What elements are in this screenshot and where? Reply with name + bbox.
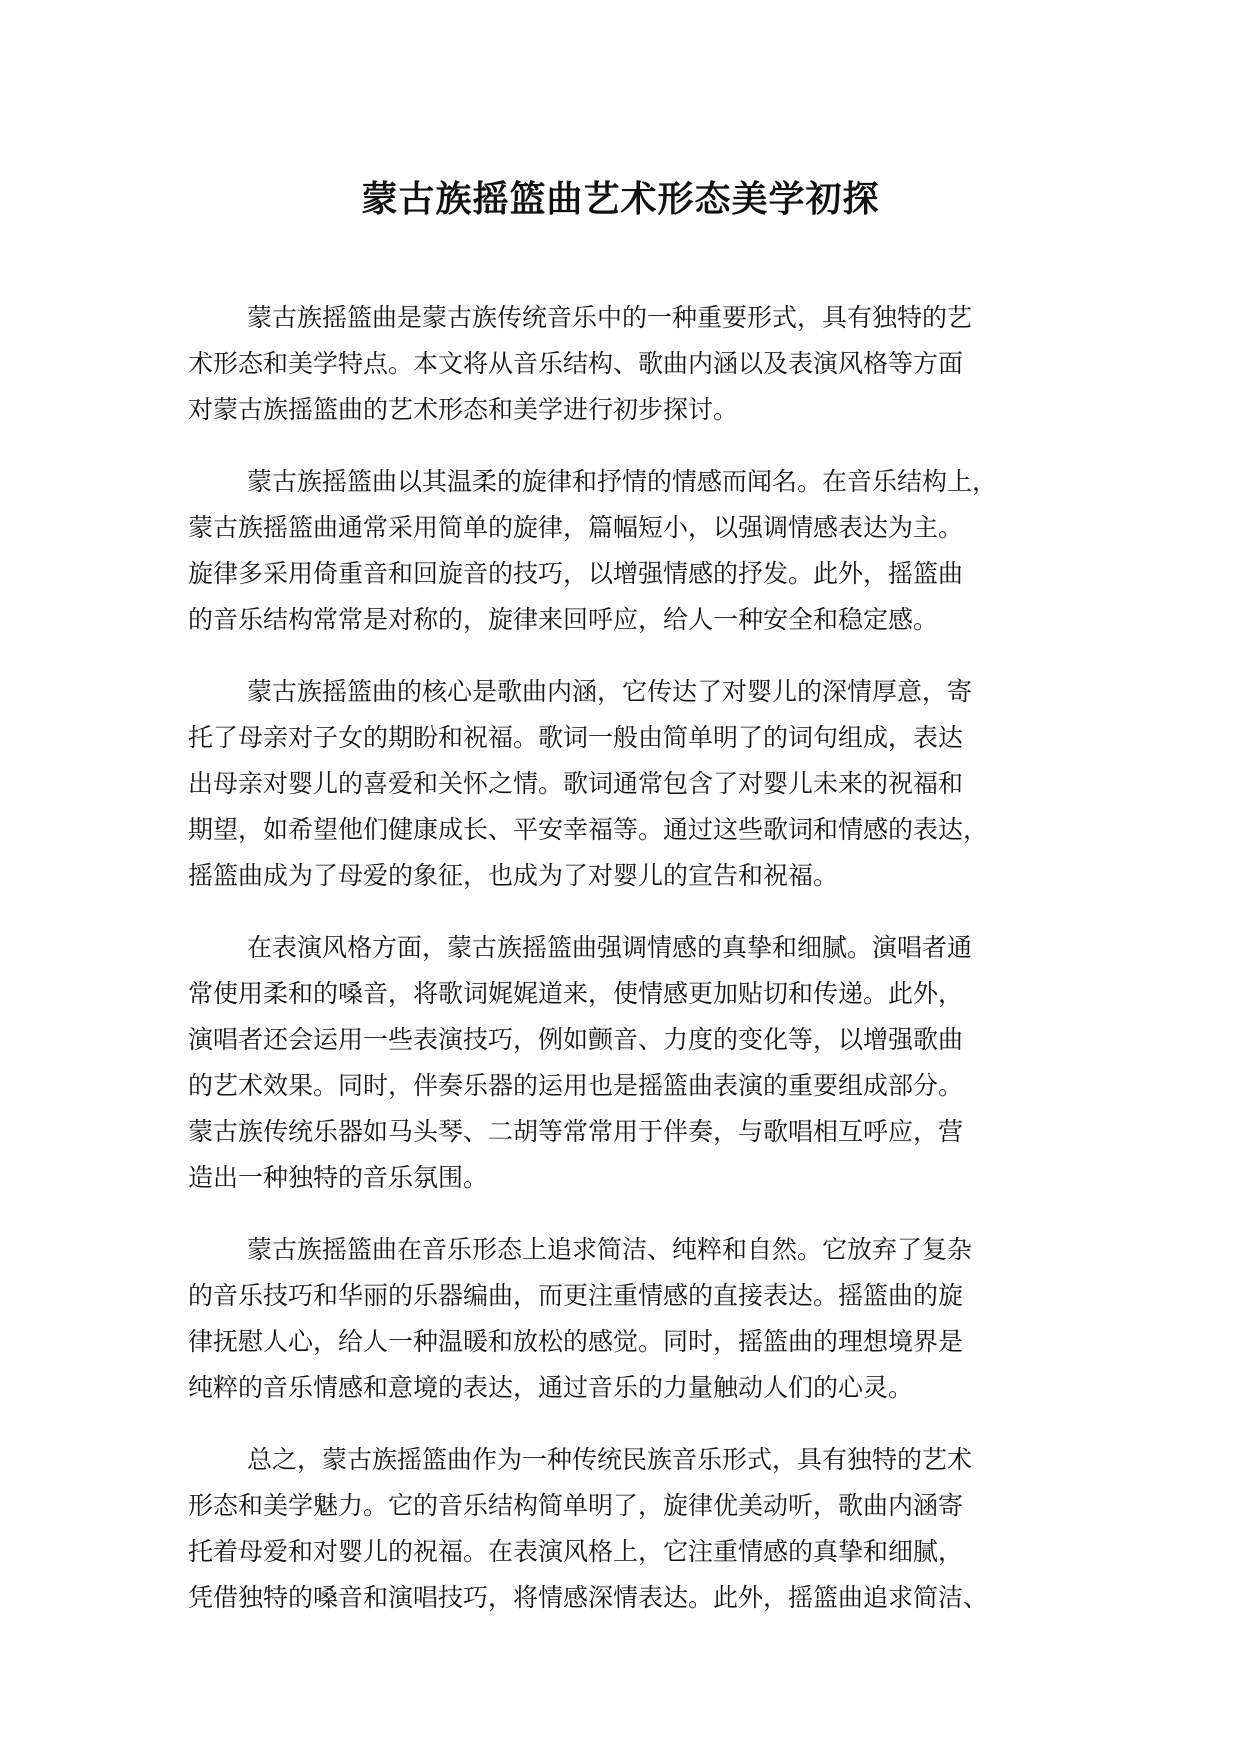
document-body: [188, 295, 1088, 1647]
paragraph-line: 蒙古族传统乐器如马头琴、二胡等常常用于伴奏，与歌唱相互呼应，营: [188, 1117, 964, 1146]
paragraph-line: 蒙古族摇篮曲以其温柔的旋律和抒情的情感而闻名。在音乐结构上，: [247, 467, 998, 496]
paragraph-line: 形态和美学魅力。它的音乐结构简单明了，旋律优美动听，歌曲内涵寄: [188, 1491, 964, 1520]
paragraph-music-structure: [188, 459, 1088, 643]
paragraph-line: 蒙古族摇篮曲是蒙古族传统音乐中的一种重要形式，具有独特的艺: [247, 303, 973, 332]
paragraph-line: 期望，如希望他们健康成长、平安幸福等。通过这些歌词和情感的表达，: [188, 815, 989, 844]
paragraph-line: 摇篮曲成为了母爱的象征，也成为了对婴儿的宣告和祝福。: [188, 861, 839, 890]
paragraph-line: 凭借独特的嗓音和演唱技巧，将情感深情表达。此外，摇篮曲追求简洁、: [188, 1583, 989, 1612]
paragraph-line: 蒙古族摇篮曲的核心是歌曲内涵，它传达了对婴儿的深情厚意，寄: [247, 677, 973, 706]
paragraph-line: 对蒙古族摇篮曲的艺术形态和美学进行初步探讨。: [188, 395, 739, 424]
paragraph-line: 总之，蒙古族摇篮曲作为一种传统民族音乐形式，具有独特的艺术: [247, 1445, 973, 1474]
paragraph-line: 常使用柔和的嗓音，将歌词娓娓道来，使情感更加贴切和传递。此外，: [188, 979, 964, 1008]
paragraph-line: 托着母爱和对婴儿的祝福。在表演风格上，它注重情感的真挚和细腻，: [188, 1537, 964, 1566]
paragraph-performance-style: [188, 925, 1088, 1201]
paragraph-line: 在表演风格方面，蒙古族摇篮曲强调情感的真挚和细腻。演唱者通: [247, 933, 973, 962]
paragraph-line: 的音乐技巧和华丽的乐器编曲，而更注重情感的直接表达。摇篮曲的旋: [188, 1281, 964, 1310]
paragraph-line: 蒙古族摇篮曲通常采用简单的旋律，篇幅短小，以强调情感表达为主。: [188, 513, 964, 542]
paragraph-music-form: [188, 1227, 1088, 1411]
paragraph-song-meaning: [188, 669, 1088, 899]
paragraph-line: 造出一种独特的音乐氛围。: [188, 1163, 489, 1192]
paragraph-conclusion: [188, 1437, 1088, 1621]
paragraph-line: 旋律多采用倚重音和回旋音的技巧，以增强情感的抒发。此外，摇篮曲: [188, 559, 964, 588]
paragraph-line: 出母亲对婴儿的喜爱和关怀之情。歌词通常包含了对婴儿未来的祝福和: [188, 769, 964, 798]
paragraph-line: 托了母亲对子女的期盼和祝福。歌词一般由简单明了的词句组成，表达: [188, 723, 964, 752]
paragraph-line: 的音乐结构常常是对称的，旋律来回呼应，给人一种安全和稳定感。: [188, 605, 939, 634]
paragraph-line: 的艺术效果。同时，伴奏乐器的运用也是摇篮曲表演的重要组成部分。: [188, 1071, 964, 1100]
paragraph-line: 纯粹的音乐情感和意境的表达，通过音乐的力量触动人们的心灵。: [188, 1373, 914, 1402]
paragraph-line: 律抚慰人心，给人一种温暖和放松的感觉。同时，摇篮曲的理想境界是: [188, 1327, 964, 1356]
document-title: 蒙古族摇篮曲艺术形态美学初探: [361, 179, 880, 220]
paragraph-line: 术形态和美学特点。本文将从音乐结构、歌曲内涵以及表演风格等方面: [188, 349, 964, 378]
paragraph-intro: [188, 295, 1088, 433]
paragraph-line: 演唱者还会运用一些表演技巧，例如颤音、力度的变化等，以增强歌曲: [188, 1025, 964, 1054]
paragraph-line: 蒙古族摇篮曲在音乐形态上追求简洁、纯粹和自然。它放弃了复杂: [247, 1235, 973, 1264]
